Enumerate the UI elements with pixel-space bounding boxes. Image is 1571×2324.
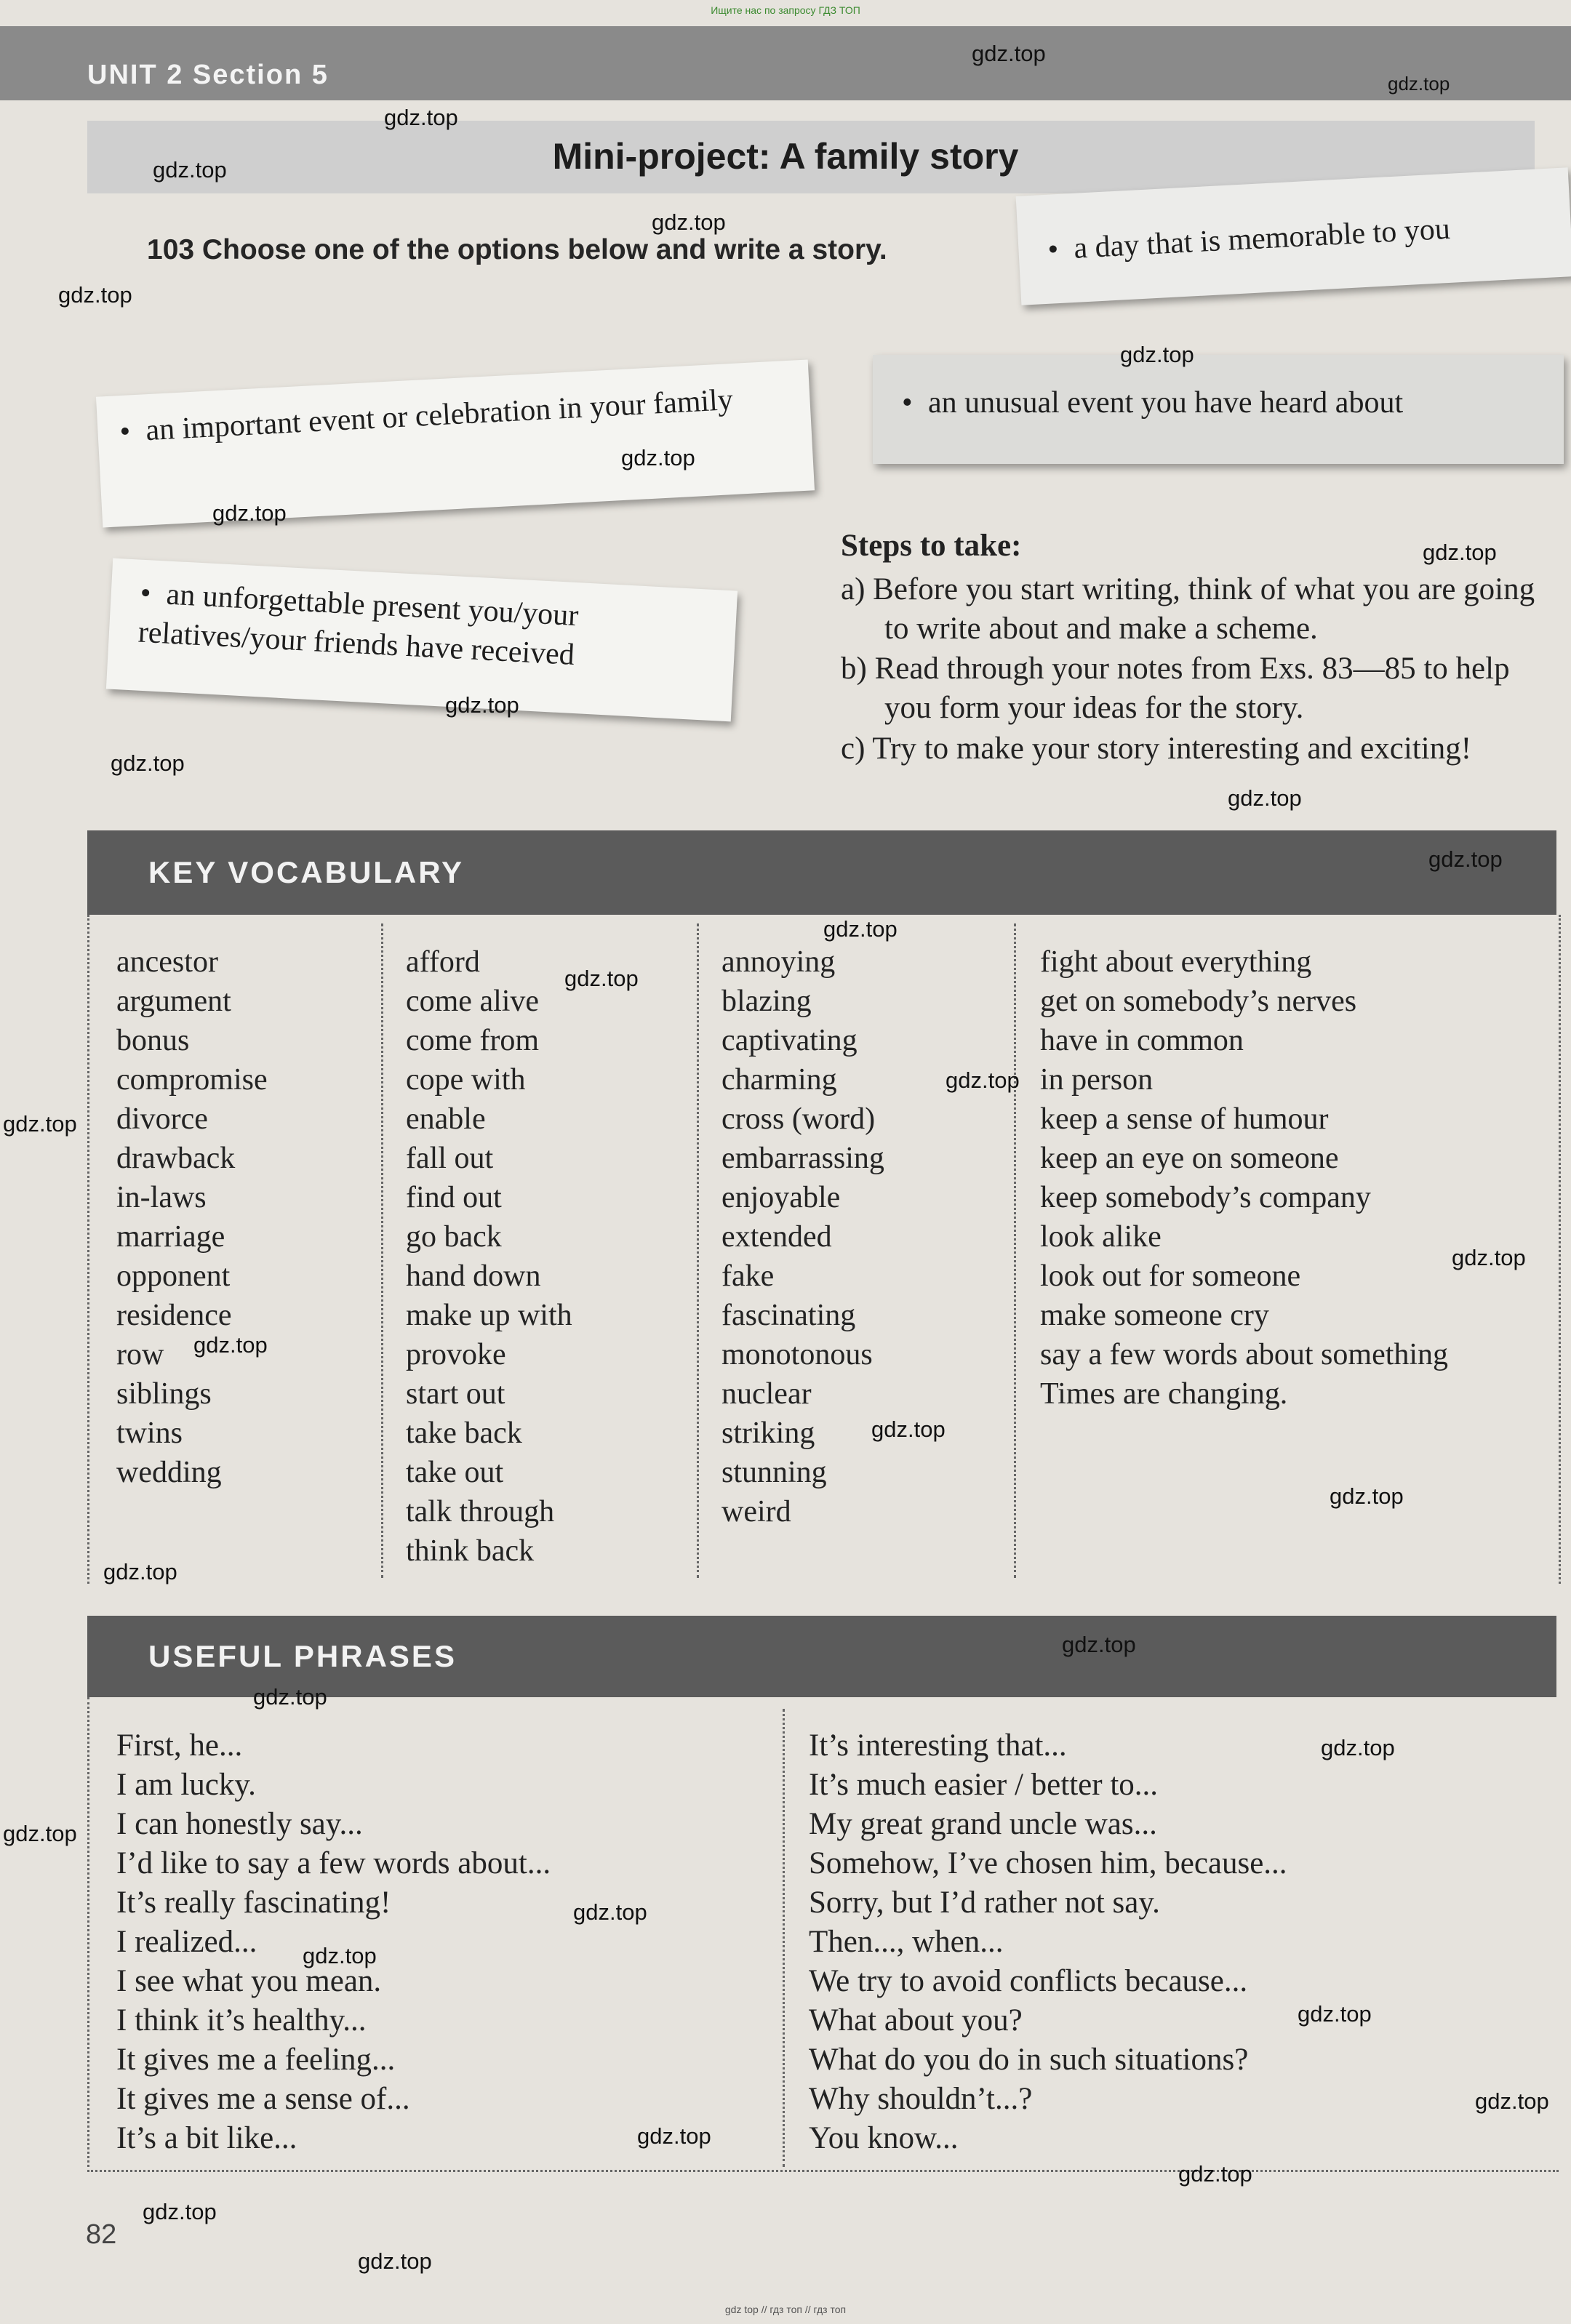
step-item: a) Before you start writing, think of what you are going to write about and make a scheme. — [841, 572, 1535, 646]
vocab-item: take out — [406, 1456, 504, 1489]
vocab-item: striking — [721, 1417, 815, 1450]
vocab-item: annoying — [721, 945, 836, 979]
vocab-item: ancestor — [116, 945, 218, 979]
vocab-item: afford — [406, 945, 480, 979]
phrase-item: I see what you mean. — [116, 1964, 382, 1998]
column-divider — [381, 923, 383, 1578]
watermark: gdz.top — [303, 1943, 377, 1968]
option-card — [106, 558, 737, 722]
vocab-item: come alive — [406, 985, 540, 1018]
vocab-item: charming — [721, 1063, 837, 1097]
vocab-item: row — [116, 1338, 164, 1371]
bullet-icon: • — [902, 386, 913, 420]
watermark: gdz.top — [621, 445, 695, 470]
vocab-item: captivating — [721, 1024, 858, 1057]
watermark: gdz.top — [871, 1417, 946, 1442]
vocab-item: start out — [406, 1377, 505, 1411]
option-text: an important event or celebration in your family — [145, 382, 734, 448]
phrase-item: It gives me a sense of... — [116, 2082, 410, 2116]
vocab-item: twins — [116, 1417, 183, 1450]
option-text: an unusual event you have heard about — [928, 386, 1404, 420]
watermark: gdz.top — [1428, 846, 1503, 872]
vocab-item: go back — [406, 1220, 502, 1254]
phrase-item: Somehow, I’ve chosen him, because... — [809, 1846, 1287, 1880]
watermark: gdz.top — [153, 157, 227, 183]
vocab-item: nuclear — [721, 1377, 812, 1411]
vocab-column-nouns — [116, 942, 268, 1492]
vocab-column-phrases — [1040, 942, 1448, 1414]
column-divider — [783, 1709, 785, 2167]
phrase-item: I’d like to say a few words about... — [116, 1846, 551, 1880]
bottom-banner: gdz top // гдз топ // гдз топ — [724, 2304, 847, 2315]
top-banner: Ищите нас по запросу ГДЗ ТОП — [711, 4, 860, 16]
phrase-item: Sorry, but I’d rather not say. — [809, 1886, 1160, 1920]
vocab-item: find out — [406, 1181, 502, 1214]
vocab-item: get on somebody’s nerves — [1040, 985, 1357, 1018]
watermark: gdz.top — [193, 1332, 268, 1358]
vocab-item: divorce — [116, 1102, 208, 1136]
vocab-item: make someone cry — [1040, 1299, 1269, 1332]
watermark: gdz.top — [384, 105, 458, 130]
vocab-item: keep somebody’s company — [1040, 1181, 1371, 1214]
watermark: gdz.top — [143, 2199, 217, 2224]
phrase-item: It gives me a feeling... — [116, 2043, 396, 2077]
phrase-item: I am lucky. — [116, 1768, 256, 1802]
watermark: gdz.top — [1062, 1632, 1136, 1657]
watermark: gdz.top — [652, 209, 726, 235]
vocab-item: think back — [406, 1534, 535, 1568]
option-card — [873, 355, 1564, 464]
vocab-item: cope with — [406, 1063, 526, 1097]
phrase-item: We try to avoid conflicts because... — [809, 1964, 1248, 1998]
watermark: gdz.top — [1298, 2001, 1372, 2027]
vocab-item: look out for someone — [1040, 1259, 1301, 1293]
watermark: gdz.top — [946, 1067, 1020, 1093]
vocab-item: cross (word) — [721, 1102, 876, 1136]
vocab-item: come from — [406, 1024, 540, 1057]
phrase-item: It’s much easier / better to... — [809, 1768, 1159, 1802]
key-vocabulary-header: KEY VOCABULARY — [87, 830, 1556, 915]
vocab-item: enable — [406, 1102, 486, 1136]
steps-heading: Steps to take: — [841, 529, 1022, 563]
watermark: gdz.top — [58, 282, 132, 308]
page-number: 82 — [86, 2219, 117, 2250]
watermark: gdz.top — [1423, 540, 1497, 565]
unit-title: UNIT 2 Section 5 — [87, 60, 329, 90]
vocab-item: keep an eye on someone — [1040, 1142, 1339, 1175]
phrase-item: It’s a bit like... — [116, 2121, 297, 2155]
vocab-item: stunning — [721, 1456, 827, 1489]
vocab-item: talk through — [406, 1495, 555, 1528]
vocab-item: siblings — [116, 1377, 212, 1411]
vocab-item: compromise — [116, 1063, 268, 1097]
vocab-item: bonus — [116, 1024, 190, 1057]
vocab-item: wedding — [116, 1456, 222, 1489]
phrases-column-right — [809, 1726, 1287, 2158]
watermark: gdz.top — [358, 2248, 432, 2274]
vocab-item: extended — [721, 1220, 832, 1254]
phrase-item: It’s interesting that... — [809, 1728, 1067, 1763]
vocab-item: monotonous — [721, 1338, 873, 1371]
task-instruction: 103 Choose one of the options below and write a story. — [147, 234, 887, 265]
watermark: gdz.top — [1228, 785, 1302, 811]
phrases-column-left — [116, 1726, 551, 2158]
vocab-item: enjoyable — [721, 1181, 841, 1214]
watermark: gdz.top — [3, 1821, 77, 1846]
watermark: gdz.top — [972, 41, 1046, 66]
option-text: a day that is memorable to you — [1073, 212, 1451, 265]
vocab-item: hand down — [406, 1259, 541, 1293]
column-divider — [1014, 923, 1016, 1578]
bullet-icon: • — [1047, 233, 1060, 267]
phrase-item: It’s really fascinating! — [116, 1886, 391, 1920]
vocab-item: weird — [721, 1495, 791, 1528]
phrase-item: Why shouldn’t...? — [809, 2082, 1033, 2116]
watermark: gdz.top — [637, 2123, 711, 2149]
phrase-item: You know... — [809, 2121, 959, 2155]
vocab-item: make up with — [406, 1299, 572, 1332]
vocab-item: have in common — [1040, 1024, 1244, 1057]
vocab-item: take back — [406, 1417, 522, 1450]
vocab-item: blazing — [721, 985, 812, 1018]
vocab-item: in-laws — [116, 1181, 207, 1214]
phrase-item: What about you? — [809, 2003, 1023, 2037]
step-item: c) Try to make your story interesting and exciting! — [841, 731, 1472, 766]
step-item: b) Read through your notes from Exs. 83—85 to help you form your ideas for the story. — [841, 652, 1510, 725]
phrase-item: What do you do in such situations? — [809, 2043, 1249, 2077]
vocab-item: say a few words about something — [1040, 1338, 1449, 1371]
vocab-item: in person — [1040, 1063, 1154, 1097]
vocab-item: Times are changing. — [1040, 1377, 1288, 1411]
bullet-icon: • — [119, 414, 132, 449]
bullet-icon: • — [139, 576, 152, 611]
watermark: gdz.top — [823, 916, 898, 942]
mini-project-title: Mini-project: A family story — [552, 136, 1019, 177]
vocab-item: marriage — [116, 1220, 225, 1254]
watermark: gdz.top — [253, 1684, 327, 1710]
watermark: gdz.top — [1330, 1483, 1404, 1509]
useful-phrases-header: USEFUL PHRASES — [87, 1616, 1556, 1697]
watermark: gdz.top — [1178, 2161, 1252, 2187]
vocab-item: fight about everything — [1040, 945, 1312, 979]
watermark: gdz.top — [1120, 342, 1194, 367]
option-text: an unforgettable present you/your relatives/your friends have received — [137, 577, 580, 672]
vocab-item: residence — [116, 1299, 232, 1332]
watermark: gdz.top — [1475, 2088, 1549, 2114]
vocab-item: opponent — [116, 1259, 231, 1293]
watermark: gdz.top — [103, 1559, 177, 1584]
watermark: gdz.top — [1452, 1245, 1526, 1270]
watermark: gdz.top — [1388, 73, 1450, 95]
vocab-item: argument — [116, 985, 231, 1018]
vocab-item: fake — [721, 1259, 775, 1293]
vocab-item: keep a sense of humour — [1040, 1102, 1329, 1136]
phrase-item: I think it’s healthy... — [116, 2003, 367, 2037]
watermark: gdz.top — [573, 1899, 647, 1925]
vocab-item: look alike — [1040, 1220, 1162, 1254]
phrase-item: I realized... — [116, 1925, 257, 1959]
watermark: gdz.top — [212, 500, 287, 526]
watermark: gdz.top — [3, 1111, 77, 1137]
vocab-item: provoke — [406, 1338, 506, 1371]
vocab-item: embarrassing — [721, 1142, 884, 1175]
watermark: gdz.top — [1321, 1735, 1395, 1760]
vocab-item: fall out — [406, 1142, 494, 1175]
watermark: gdz.top — [445, 692, 519, 718]
vocab-item: drawback — [116, 1142, 236, 1175]
phrase-item: Then..., when... — [809, 1925, 1004, 1959]
watermark: gdz.top — [564, 966, 639, 991]
vocab-column-adjectives — [721, 942, 884, 1531]
watermark: gdz.top — [111, 750, 185, 776]
vocab-item: fascinating — [721, 1299, 856, 1332]
vocab-column-verbs — [406, 942, 572, 1571]
column-divider — [697, 923, 699, 1578]
phrase-item: My great grand uncle was... — [809, 1807, 1157, 1841]
phrase-item: I can honestly say... — [116, 1807, 363, 1841]
option-card — [96, 359, 815, 527]
phrase-item: First, he... — [116, 1728, 243, 1763]
